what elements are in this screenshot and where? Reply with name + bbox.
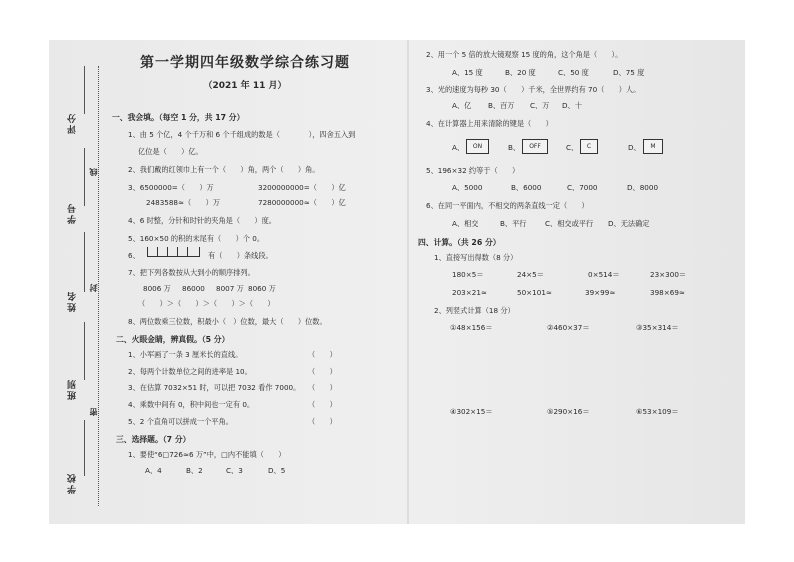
s3-q4-letter-b: B、 bbox=[508, 143, 521, 152]
s1-q1-line1: 1、由 5 个亿，4 个千万和 6 个千组成的数是（ ），四舍五入到 bbox=[128, 130, 356, 139]
s1-q8: 8、两位数乘三位数，积最小（ ）位数，最大（ ）位数。 bbox=[128, 317, 327, 326]
s3-q6-opt-d: D、无法确定 bbox=[608, 219, 650, 228]
s3-q2-opt-c: C、50 度 bbox=[558, 68, 589, 77]
section3-heading: 三、选择题。（7 分） bbox=[116, 435, 191, 444]
s3-q1-opt-d: D、5 bbox=[268, 466, 286, 475]
s2-item-5: 5、2 个直角可以拼成一个平角。 bbox=[128, 417, 233, 426]
s3-q2-opt-a: A、15 度 bbox=[452, 68, 483, 77]
s2-answer-paren-4[interactable]: （ ） bbox=[308, 400, 337, 409]
score-line bbox=[84, 66, 85, 114]
section2-heading: 二、火眼金睛，辨真假。（5 分） bbox=[116, 335, 230, 344]
calculator-key-on: ON bbox=[466, 139, 489, 154]
s4-r1-c4: 23×300＝ bbox=[650, 270, 687, 279]
s2-answer-paren-2[interactable]: （ ） bbox=[308, 367, 337, 376]
s3-q4: 4、在计算器上用来清除的键是（ ） bbox=[426, 119, 553, 128]
s2-item-1: 1、小军画了一条 3 厘米长的直线。 bbox=[128, 350, 243, 359]
s1-q3a-right: 3200000000=（ ）亿 bbox=[258, 183, 346, 192]
line-segment-figure bbox=[147, 247, 200, 257]
s1-q7: 7、把下列各数按从大到小的顺序排列。 bbox=[128, 268, 255, 277]
s4-vert-6: ⑥53×109＝ bbox=[636, 407, 679, 416]
calculator-key-m: M bbox=[643, 139, 663, 154]
name-line bbox=[84, 232, 85, 292]
s3-q1: 1、要使“6□726≈6 万”中，□内不能填（ ） bbox=[128, 450, 286, 459]
s1-q7-num-4: 8060 万 bbox=[248, 284, 276, 293]
s3-q1-opt-a: A、4 bbox=[145, 466, 162, 475]
s3-q3: 3、光的速度为每秒 30（ ）千米，全世界约有 70（ ）人。 bbox=[426, 85, 641, 94]
s4-vert-2: ②460×37＝ bbox=[547, 323, 590, 332]
s1-q7-num-2: 86000 bbox=[182, 284, 205, 293]
s3-q4-letter-d: D、 bbox=[628, 143, 641, 152]
s4-r2-c1: 203×21≈ bbox=[452, 288, 487, 297]
s1-q6-text: 有（ ）条线段。 bbox=[208, 251, 273, 260]
student-no-line bbox=[84, 148, 85, 206]
s4-r1-c2: 24×5＝ bbox=[517, 270, 544, 279]
s4-vert-4: ④302×15＝ bbox=[450, 407, 493, 416]
s1-q3b-left: 2483588≈（ ）万 bbox=[146, 198, 220, 207]
class-label: 班别 bbox=[68, 378, 78, 400]
s2-answer-paren-3[interactable]: （ ） bbox=[308, 383, 337, 392]
s4-sub1: 1、直接写出得数（8 分） bbox=[434, 253, 518, 262]
s2-answer-paren-5[interactable]: （ ） bbox=[308, 417, 337, 426]
s3-q4-letter-a: A、 bbox=[452, 143, 465, 152]
student-no-label: 学号 bbox=[68, 202, 78, 224]
s3-q3-opt-d: D、十 bbox=[562, 101, 582, 110]
seal-feng-label: 封 bbox=[89, 282, 98, 292]
s1-q5: 5、160×50 的积的末尾有（ ）个 0。 bbox=[128, 234, 265, 243]
s3-q2-opt-b: B、20 度 bbox=[505, 68, 536, 77]
s4-vert-1: ①48×156＝ bbox=[450, 323, 493, 332]
s3-q5-opt-d: D、8000 bbox=[627, 183, 659, 192]
calculator-key-off: OFF bbox=[522, 139, 548, 154]
s4-r2-c3: 39×99≈ bbox=[585, 288, 616, 297]
s3-q5-opt-b: B、6000 bbox=[511, 183, 542, 192]
s1-q4: 4、6 时整，分针和时针的夹角是（ ）度。 bbox=[128, 216, 276, 225]
score-label: 评分 bbox=[68, 112, 78, 134]
s3-q3-opt-b: B、百万 bbox=[488, 101, 515, 110]
s2-item-2: 2、每两个计数单位之间的进率是 10。 bbox=[128, 367, 252, 376]
page-title: 第一学期四年级数学综合练习题 bbox=[140, 55, 350, 71]
s1-q7-num-1: 8006 万 bbox=[143, 284, 171, 293]
s3-q6-opt-b: B、平行 bbox=[500, 219, 527, 228]
s4-r2-c2: 50×101≈ bbox=[517, 288, 552, 297]
s4-r1-c3: 0×514＝ bbox=[588, 270, 620, 279]
school-line bbox=[84, 420, 85, 476]
s1-q1-line2: 亿位是（ ）亿。 bbox=[138, 147, 203, 156]
s3-q2-opt-d: D、75 度 bbox=[613, 68, 645, 77]
seal-line-label: 线 bbox=[89, 166, 98, 176]
s3-q3-opt-a: A、亿 bbox=[452, 101, 472, 110]
s3-q2: 2、用一个 5 倍的放大镜观察 15 度的角，这个角是（ ）。 bbox=[426, 50, 623, 59]
s2-answer-paren-1[interactable]: （ ） bbox=[308, 350, 337, 359]
s4-r2-c4: 398×69≈ bbox=[650, 288, 685, 297]
seal-mi-label: 密 bbox=[89, 406, 98, 416]
s1-q3b-right: 7280000000≈（ ）亿 bbox=[258, 198, 346, 207]
s1-q2: 2、我们戴的红领巾上有一个（ ）角，两个（ ）角。 bbox=[128, 165, 320, 174]
s1-q6-num: 6、 bbox=[128, 251, 140, 260]
section4-heading: 四、计算。（共 26 分） bbox=[418, 238, 501, 247]
s3-q4-letter-c: C、 bbox=[566, 143, 579, 152]
section1-heading: 一、我会填。（每空 1 分，共 17 分） bbox=[112, 113, 245, 122]
s2-item-4: 4、乘数中间有 0，积中间也一定有 0。 bbox=[128, 400, 255, 409]
class-line bbox=[84, 322, 85, 380]
page-subtitle: （2021 年 11 月） bbox=[203, 81, 287, 91]
s4-vert-5: ⑤290×16＝ bbox=[547, 407, 590, 416]
school-label: 学校 bbox=[68, 472, 78, 494]
s4-vert-3: ③35×314＝ bbox=[636, 323, 679, 332]
s3-q6: 6、在同一平面内，不相交的两条直线一定（ ） bbox=[426, 201, 589, 210]
s3-q3-opt-c: C、万 bbox=[530, 101, 550, 110]
s1-q7-order: （ ）＞（ ）＞（ ）＞（ ） bbox=[138, 299, 275, 308]
s4-sub2: 2、列竖式计算（18 分） bbox=[434, 306, 515, 315]
s3-q1-opt-c: C、3 bbox=[226, 466, 243, 475]
s2-item-3: 3、在估算 7032×51 时，可以把 7032 看作 7000。 bbox=[128, 383, 301, 392]
s1-q7-num-3: 8007 万 bbox=[216, 284, 244, 293]
s3-q5-opt-c: C、7000 bbox=[567, 183, 598, 192]
s3-q6-opt-a: A、相交 bbox=[452, 219, 479, 228]
s3-q5: 5、196×32 约等于（ ） bbox=[426, 166, 520, 175]
s3-q6-opt-c: C、相交或平行 bbox=[545, 219, 594, 228]
s1-q3a-left: 3、6500000=（ ）万 bbox=[128, 183, 214, 192]
page-crease bbox=[407, 40, 409, 524]
s3-q5-opt-a: A、5000 bbox=[452, 183, 483, 192]
name-label: 姓名 bbox=[68, 290, 78, 312]
s4-r1-c1: 180×5＝ bbox=[452, 270, 484, 279]
s3-q1-opt-b: B、2 bbox=[186, 466, 203, 475]
calculator-key-c: C bbox=[580, 139, 598, 154]
